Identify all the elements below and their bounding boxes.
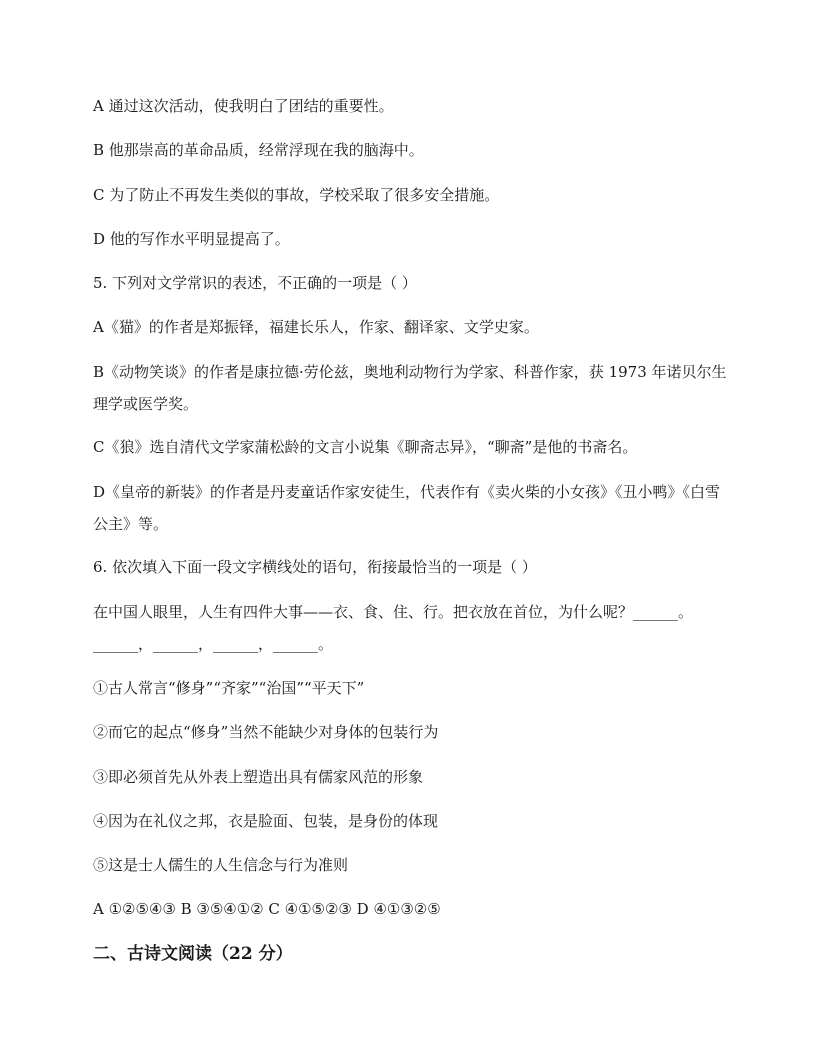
q6-sentence-4: ④因为在礼仪之邦，衣是脸面、包装，是身份的体现 xyxy=(93,812,439,830)
q4-option-c: C 为了防止不再发生类似的事故，学校采取了很多安全措施。 xyxy=(93,186,500,204)
q6-sentence-5: ⑤这是士人儒生的人生信念与行为准则 xyxy=(93,856,349,874)
q6-sentence-1: ①古人常言“修身”“齐家”“治国”“平天下” xyxy=(93,679,365,697)
q5-option-d: D《皇帝的新装》的作者是丹麦童话作家安徒生，代表作有《卖火柴的小女孩》《丑小鸭》《白雪公主》等。 xyxy=(93,483,721,533)
q4-option-d: D 他的写作水平明显提高了。 xyxy=(93,230,290,248)
section-2-title: 二、古诗文阅读（22 分） xyxy=(93,944,293,964)
q4-option-a: A 通过这次活动，使我明白了团结的重要性。 xyxy=(93,97,394,115)
q5-option-c: C《狼》选自清代文学家蒲松龄的文言小说集《聊斋志异》，“聊斋”是他的书斋名。 xyxy=(93,438,638,456)
q5-option-a: A《猫》的作者是郑振铎，福建长乐人，作家、翻译家、文学史家。 xyxy=(93,318,539,336)
q6-passage: 在中国人眼里，人生有四件大事——衣、食、住、行。把衣放在首位，为什么呢？______。______，______，______，______。 xyxy=(93,603,694,653)
q5-stem: 5. 下列对文学常识的表述，不正确的一项是（ ） xyxy=(93,274,417,292)
q6-choices: A ①②⑤④③ B ③⑤④①② C ④①⑤②③ D ④①③②⑤ xyxy=(93,900,441,918)
q4-option-b: B 他那崇高的革命品质，经常浮现在我的脑海中。 xyxy=(93,141,424,159)
q6-stem: 6. 依次填入下面一段文字横线处的语句，衔接最恰当的一项是（ ） xyxy=(93,558,537,576)
q6-sentence-2: ②而它的起点“修身”当然不能缺少对身体的包装行为 xyxy=(93,723,439,741)
q5-option-b: B《动物笑谈》的作者是康拉德·劳伦兹，奥地利动物行为学家、科普作家，获 1973 年诺贝尔生理学或医学奖。 xyxy=(93,363,727,413)
q6-sentence-3: ③即必须首先从外表上塑造出具有儒家风范的形象 xyxy=(93,768,424,786)
